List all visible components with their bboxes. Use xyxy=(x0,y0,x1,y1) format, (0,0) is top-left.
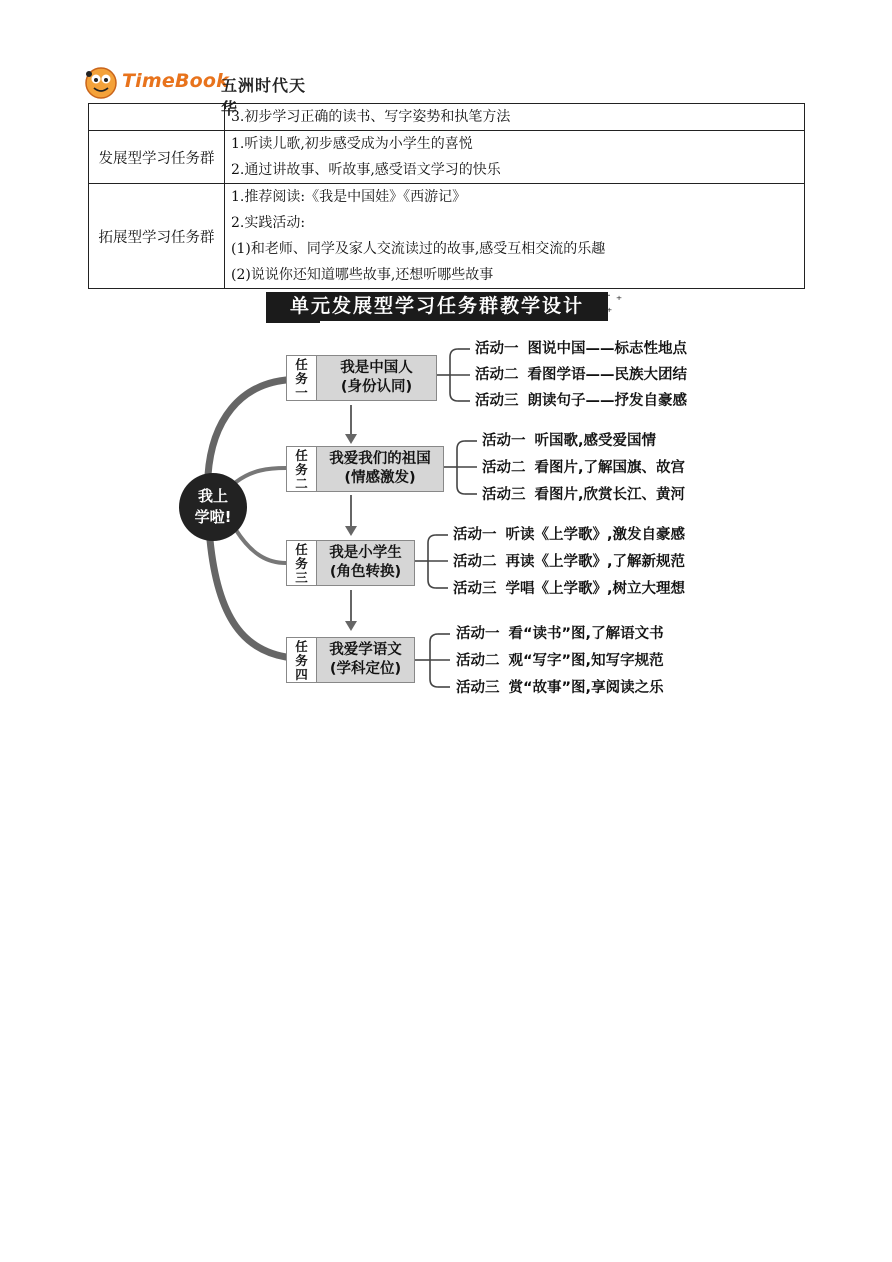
task-name: 我爱我们的祖国 xyxy=(329,451,431,467)
center-node xyxy=(179,473,247,541)
task-name: 我是中国人 xyxy=(340,360,413,376)
task-tag: 任 务 一 xyxy=(287,356,317,400)
task-tag: 任 务 二 xyxy=(287,447,317,491)
activity-label: 活动二 xyxy=(482,460,526,476)
brand-name-en: TimeBook xyxy=(122,70,229,92)
task-node-4 xyxy=(286,637,415,683)
branch-curve-task4 xyxy=(210,540,286,657)
task-node-1 xyxy=(286,355,437,401)
activity-text: 看图片,欣赏长江、黄河 xyxy=(534,487,686,503)
activity-item xyxy=(456,652,664,670)
activity-label: 活动三 xyxy=(482,487,526,503)
arrow-down-icon xyxy=(345,495,357,536)
row-line: 1.听读儿歌,初步感受成为小学生的喜悦 xyxy=(231,136,473,152)
activity-label: 活动三 xyxy=(475,393,519,409)
activity-text: 听国歌,感受爱国情 xyxy=(534,433,657,449)
activity-text: 看图片,了解国旗、故宫 xyxy=(534,460,686,476)
activity-item xyxy=(453,553,685,571)
activity-item xyxy=(475,392,687,410)
activity-text: 图说中国——标志性地点 xyxy=(527,341,687,357)
activity-text: 看图学语——民族大团结 xyxy=(527,367,687,383)
task-name: 我爱学语文 xyxy=(329,642,402,658)
task-name: 我是小学生 xyxy=(329,545,402,561)
activity-item xyxy=(456,679,664,697)
activity-label: 活动二 xyxy=(475,367,519,383)
activity-label: 活动一 xyxy=(482,433,526,449)
activity-text: 听读《上学歌》,激发自豪感 xyxy=(505,527,686,543)
row-line: 3.初步学习正确的读书、写字姿势和执笔方法 xyxy=(231,109,511,125)
branch-curve-task2 xyxy=(236,468,286,482)
center-line-1: 我上 xyxy=(197,487,228,505)
bracket-task4 xyxy=(414,634,450,687)
task-node-3 xyxy=(286,540,415,586)
activity-text: 看“读书”图,了解语文书 xyxy=(508,626,664,642)
activity-text: 赏“故事”图,享阅读之乐 xyxy=(508,680,664,696)
activity-label: 活动三 xyxy=(456,680,500,696)
arrow-down-icon xyxy=(345,405,357,444)
task-subtitle: (角色转换) xyxy=(329,564,402,580)
branch-curve-task3 xyxy=(236,530,286,563)
activity-item xyxy=(482,432,656,450)
task-tag: 任 务 三 xyxy=(287,541,317,585)
branch-curve-task1 xyxy=(208,380,286,475)
task-subtitle: (情感激发) xyxy=(344,470,416,486)
row-line: 2.实践活动: xyxy=(231,215,306,231)
bracket-task3 xyxy=(414,535,448,588)
diagram-title: 单元发展型学习任务群教学设计 xyxy=(266,292,608,321)
activity-item xyxy=(453,580,685,598)
row-line: 2.通过讲故事、听故事,感受语文学习的快乐 xyxy=(231,162,501,178)
activity-label: 活动二 xyxy=(453,554,497,570)
row-heading: 发展型学习任务群 xyxy=(89,131,225,184)
row-heading: 拓展型学习任务群 xyxy=(89,184,225,289)
brand-name-cn: 五洲时代天华 xyxy=(221,76,307,118)
activity-text: 再读《上学歌》,了解新规范 xyxy=(505,554,686,570)
activity-text: 朗读句子——抒发自豪感 xyxy=(527,393,687,409)
activity-text: 观“写字”图,知写字规范 xyxy=(508,653,664,669)
task-subtitle: (学科定位) xyxy=(329,661,402,677)
activity-label: 活动一 xyxy=(453,527,497,543)
activity-text: 学唱《上学歌》,树立大理想 xyxy=(505,581,686,597)
bracket-task2 xyxy=(443,441,477,494)
activity-item xyxy=(475,366,687,384)
activity-item xyxy=(456,625,664,643)
center-line-2: 学啦! xyxy=(194,508,232,526)
task-tag: 任 务 四 xyxy=(287,638,317,682)
activity-item xyxy=(453,526,685,544)
row-line: (1)和老师、同学及家人交流读过的故事,感受互相交流的乐趣 xyxy=(231,241,606,257)
row-line: (2)说说你还知道哪些故事,还想听哪些故事 xyxy=(231,267,494,283)
activity-label: 活动三 xyxy=(453,581,497,597)
activity-item xyxy=(482,486,685,504)
activity-label: 活动二 xyxy=(456,653,500,669)
activity-label: 活动一 xyxy=(456,626,500,642)
sparkle-icon: ˙ ⁺ ⁺ xyxy=(606,293,623,319)
arrow-down-icon xyxy=(345,590,357,631)
activity-label: 活动一 xyxy=(475,341,519,357)
activity-item xyxy=(475,340,687,358)
task-subtitle: (身份认同) xyxy=(340,379,413,395)
activity-item xyxy=(482,459,685,477)
task-node-2 xyxy=(286,446,444,492)
bracket-task1 xyxy=(436,349,470,401)
row-line: 1.推荐阅读:《我是中国娃》《西游记》 xyxy=(231,189,467,205)
